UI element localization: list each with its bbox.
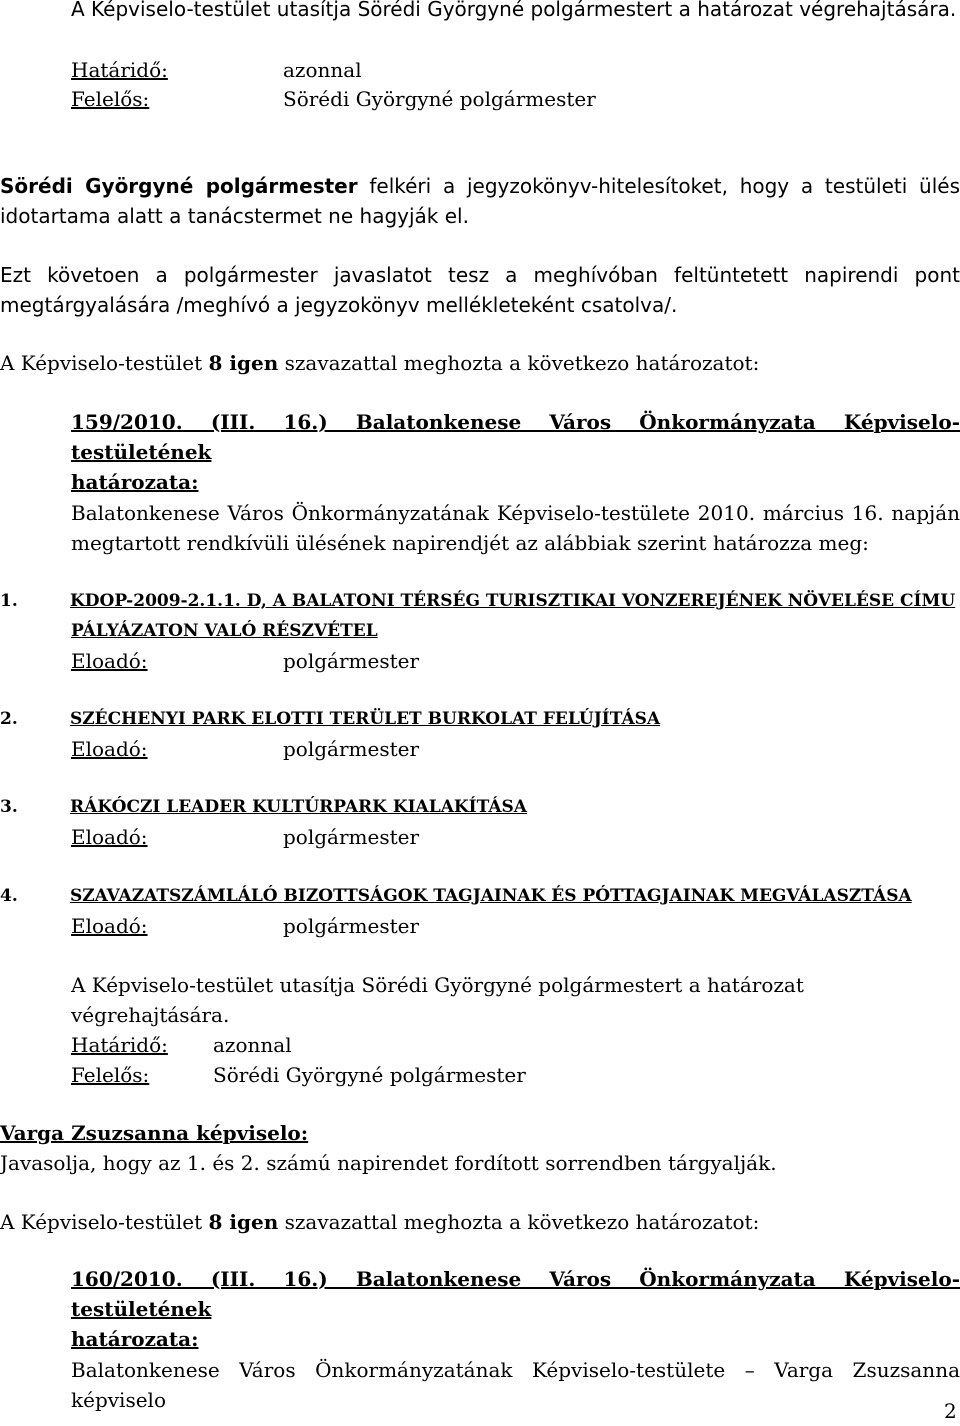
resolution-text: megtartott rendkívüli ülésének napirendjét az alábbiak szerint határozza meg: [71,531,869,555]
rapporteur-label: Eloadó: [71,737,148,761]
resolution-body-160: Balatonkenese Város Önkormányzatának Képviselo-testülete – Varga Zsuzsanna képviselo [71,1358,960,1412]
vote-text: szavazattal meghozta a következo határozatot: [278,351,760,375]
agenda-title: SZÉCHENYI PARK ELOTTI TERÜLET BURKOLAT FELÚJÍTÁSA [70,709,661,729]
agenda-title: PÁLYÁZATON VALÓ RÉSZVÉTEL [71,621,378,641]
responsible-value: Sörédi Györgyné polgármester [283,87,596,111]
resolution-title: 160/2010. (III. 16.) Balatonkenese Város Önkormányzata Képviselo-testületének [71,1267,960,1321]
vote-text: A Képviselo-testület [0,1210,209,1234]
deadline-label: Határidő: [71,1033,168,1057]
paragraph-text: felkéri a jegyzokönyv-hitelesítoket, hogy a testületi ülés [369,174,960,198]
speaker-name: Sörédi Györgyné polgármester [0,174,358,198]
deadline-value: azonnal [283,58,362,82]
paragraph-proposal: Javasolja, hogy az 1. és 2. számú napirendet fordított sorrendben tárgyalják. [0,1151,777,1175]
rapporteur-label: Eloadó: [71,649,148,673]
vote-text: szavazattal meghozta a következo határozatot: [278,1210,760,1234]
paragraph-text: idotartama alatt a tanácstermet ne hagyják el. [0,204,469,228]
agenda-title: SZAVAZATSZÁMLÁLÓ BIZOTTSÁGOK TAGJAINAK ÉS PÓTTAGJAINAK MEGVÁLASZTÁSA [70,886,912,906]
agenda-title: RÁKÓCZI LEADER KULTÚRPARK KIALAKÍTÁSA [70,797,527,817]
deadline-row-2 [71,1030,960,1060]
paragraph-text: megtárgyalására /meghívó a jegyzokönyv mellékleteként csatolva/. [0,293,678,317]
vote-count: 8 igen [208,351,279,375]
agenda-item-2 [0,704,960,764]
resolution-body-159 [71,498,960,558]
agenda-number: 1. [0,591,18,611]
resolution-subtitle: határozata: [71,470,199,494]
responsible-row-2 [71,1060,960,1090]
resolution-heading-159 [71,407,960,497]
deadline-value: azonnal [213,1033,292,1057]
vote-text: A Képviselo-testület [0,351,209,375]
paragraph-text: Ezt követoen a polgármester javaslatot tesz a meghívóban feltüntetett napirendi pont [0,263,960,287]
rapporteur-value: polgármester [283,649,420,673]
vote-statement-1 [0,348,960,378]
agenda-title: KDOP-2009-2.1.1. D, A BALATONI TÉRSÉG TURISZTIKAI VONZEREJÉNEK NÖVELÉSE CÍMU [70,591,956,611]
deadline-label: Határidő: [71,58,168,82]
responsible-row-1 [71,84,960,114]
agenda-number: 3. [0,797,18,817]
rapporteur-value: polgármester [283,914,420,938]
page-number: 2 [944,1399,957,1423]
paragraph-instruction-2: A Képviselo-testület utasítja Sörédi Györgyné polgármestert a határozat végrehajtására. [71,973,804,1027]
vote-statement-2 [0,1207,960,1237]
paragraph-agenda-proposal [0,260,960,320]
resolution-subtitle: határozata: [71,1327,199,1351]
agenda-number: 2. [0,709,18,729]
resolution-title: 159/2010. (III. 16.) Balatonkenese Város Önkormányzata Képviselo-testületének [71,410,960,464]
speaker-heading: Varga Zsuzsanna képviselo: [0,1121,309,1145]
agenda-number: 4. [0,886,18,906]
responsible-label: Felelős: [71,1063,150,1087]
rapporteur-label: Eloadó: [71,825,148,849]
agenda-item-3 [0,792,960,852]
agenda-item-1 [0,586,960,676]
paragraph-speaker-request [0,171,960,231]
rapporteur-value: polgármester [283,737,420,761]
rapporteur-label: Eloadó: [71,914,148,938]
resolution-heading-160 [71,1264,960,1354]
paragraph-instruction-1: A Képviselo-testület utasítja Sörédi Györgyné polgármestert a határozat végrehajtására. [71,0,957,21]
deadline-row-1 [71,55,960,85]
vote-count: 8 igen [208,1210,279,1234]
responsible-label: Felelős: [71,87,150,111]
agenda-item-4 [0,881,960,941]
rapporteur-value: polgármester [283,825,420,849]
resolution-text: Balatonkenese Város Önkormányzatának Képviselo-testülete 2010. március 16. napján [71,501,960,525]
responsible-value: Sörédi Györgyné polgármester [213,1063,526,1087]
